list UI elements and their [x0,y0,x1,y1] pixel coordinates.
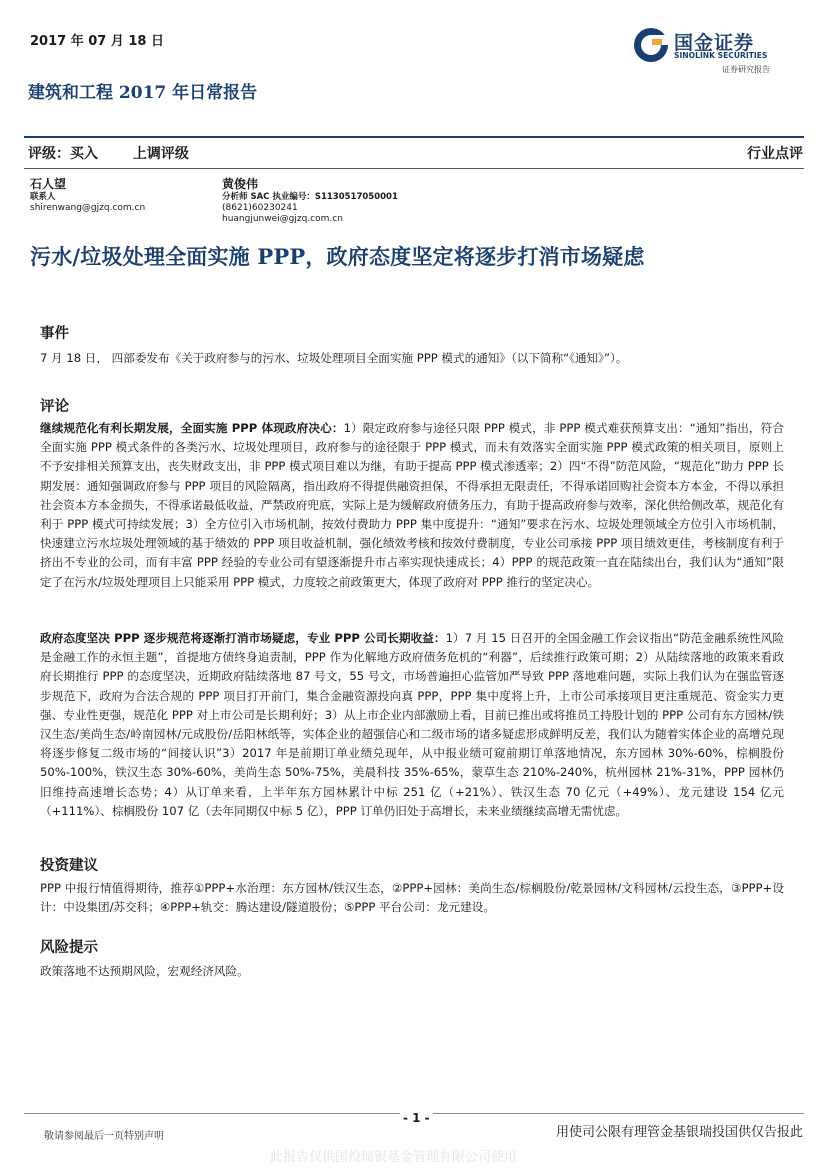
logo-english-name: SINOLINK SECURITIES [674,51,768,60]
analyst-role: 分析师 SAC 执业编号：S1130517050001 [222,192,398,202]
comment-1-lead: 继续规范化有利长期发展，全面实施 PPP 体现政府决心： [40,421,344,435]
comment-1-body: 1）限定政府参与途径只限 PPP 模式，非 PPP 模式难获预算支出：“通知”指出，符合全面实施 PPP 模式条件的各类污水、垃圾处理项目，政府参与的途径限于 PPP 模式，而未有效落实全面实施 PPP 模式政策的相关项目，原则上不予安排相关预算支出，丧失财政支出，非 PPP 模式项目难以为继，有助于提高 PPP 模式渗透率；2）四“不得”防范风险，“规范化”助力 PPP 长期发展：通知强调政府参与 PPP 项目的风险隔离，指出政府不得提供融资担保，不得承担无限责任，不得承诺回购社会资本方本金，不得以承担社会资本方本金损失，不得承诺最低收益，严禁政府兜底，实际上是为缓解政府债务压力，有助于提高政府参与效率，深化供给侧改革，规范化有利于 PPP 模式可持续发展；3）全方位引入市场机制，按效付费助力 PPP 集中度提升：“通知”要求在污水、垃圾处理领域全方位引入市场机制，快速建立污水垃圾处理领域的基于绩效的 PPP 项目收益机制，强化绩效考核和按效付费制度，专业公司承接 PPP 项目绩效更佳，考核制度有利于挤出不专业的公司，而有丰富 PPP 经验的专业公司有望逐渐提升市占率实现快速成长；4）PPP 的规范政策一直在陆续出台，我们认为“通知”限定了在污水/垃圾处理项目上只能采用 PPP 模式，力度较之前政策更大，体现了政府对 PPP 推行的坚定决心。 [40,421,784,589]
event-paragraph: 7 月 18 日， 四部委发布《关于政府参与的污水、垃圾处理项目全面实施 PPP 模式的通知》（以下简称“《通知》”）。 [40,351,628,365]
footer-watermark: 此报告仅供国投瑞银基金管理有限公司使用 [270,1150,518,1165]
comment-paragraph-2 [40,629,784,821]
headline: 污水/垃圾处理全面实施 PPP，政府态度坚定将逐步打消市场疑虑 [30,244,645,269]
rating-label: 评级：买入 [28,146,98,162]
comment-paragraph-1 [40,419,784,592]
rating-divider [24,168,804,169]
report-title: 建筑和工程 2017 年日常报告 [28,83,258,103]
footer-disclaimer: 敬请参阅最后一页特别声明 [44,1131,164,1142]
report-category: 行业点评 [747,146,803,162]
analyst-role: 联系人 [30,192,56,202]
rating-change: 上调评级 [132,146,189,162]
sinolink-logo-icon [632,26,670,64]
comment-2-body: 1）7 月 15 日召开的全国金融工作会议指出“防范金融系统性风险是金融工作的永恒主题”，首提地方债终身追责制，PPP 作为化解地方政府债务危机的“利器”，后续推行政策可期；2）从陆续落地的政策来看政府长期推行 PPP 的态度坚决，近期政府陆续落地 87 号文，55 号文，市场普遍担心监管加严导致 PPP 落地难问题，实际上我们认为在强监管逐步规范下，政府为合法合规的 PPP 项目打开前门，集合金融资源投向真 PPP，PPP 集中度将上升，上市公司承接项目更注重规范、资金实力更强、专业性更强，规范化 PPP 对上市公司是长期利好；3）从上市企业内部激励上看，目前已推出或将推员工持股计划的 PPP 公司有东方园林/铁汉生态/美尚生态/岭南园林/元成股份/岳阳林纸等，实体企业的超强信心和二级市场的诸多疑虑形成鲜明反差，我们认为随着实体企业的高增兑现将逐步修复二级市场的“间接认识”3）2017 年是前期订单业绩兑现年，从中报业绩可窥前期订单落地情况，东方园林 30%-60%，棕榈股份 50%-100%，铁汉生态 30%-60%，美尚生态 50%-75%，美晨科技 35%-65%，蒙草生态 210%-240%，杭州园林 21%-31%，PPP 园林仍旧维持高速增长态势；4）从订单来看，上半年东方园林累计中标 251 亿（+21%）、铁汉生态 70 亿元（+49%）、龙元建设 154 亿元（+111%）、棕榈股份 107 亿（去年同期仅中标 5 亿），PPP 订单仍旧处于高增长，未来业绩继续高增无需忧虑。 [40,631,784,818]
page-number: - 1 - [400,1111,433,1125]
analyst-contact-2 [222,176,398,225]
logo-subtitle: 证券研究报告 [722,65,770,74]
company-logo [632,26,802,78]
invest-heading: 投资建议 [40,858,98,874]
analyst-name: 石人望 [30,177,67,191]
comment-heading: 评论 [40,399,69,415]
analyst-email[interactable]: huangjunwei@gjzq.com.cn [222,214,343,224]
risk-paragraph: 政策落地不达预期风险，宏观经济风险。 [40,964,249,978]
comment-2-lead: 政府态度坚决 PPP 逐步规范将逐渐打消市场疑虑，专业 PPP 公司长期收益： [40,631,446,645]
event-heading: 事件 [40,326,69,342]
header-divider [24,136,804,138]
analyst-contact-1 [30,176,145,214]
invest-paragraph: PPP 中报行情值得期待，推荐①PPP+水治理：东方园林/铁汉生态，②PPP+园林：美尚生态/棕榈股份/乾景园林/文科园林/云投生态，③PPP+设计：中设集团/苏交科；④PPP+轨交：腾达建设/隧道股份；⑤PPP 平台公司：龙元建设。 [40,881,784,915]
analyst-phone: (8621)60230241 [222,203,298,213]
analyst-email[interactable]: shirenwang@gjzq.com.cn [30,203,146,213]
footer-notice: 用使司公限有理管金基银瑞投国供仅告报此 [555,1125,803,1140]
analyst-name: 黄俊伟 [222,177,259,191]
risk-heading: 风险提示 [40,940,98,956]
logo-chinese-name: 国金证券 [674,32,755,54]
rating-bar [28,143,197,163]
report-date: 2017 年 07 月 18 日 [30,34,164,49]
